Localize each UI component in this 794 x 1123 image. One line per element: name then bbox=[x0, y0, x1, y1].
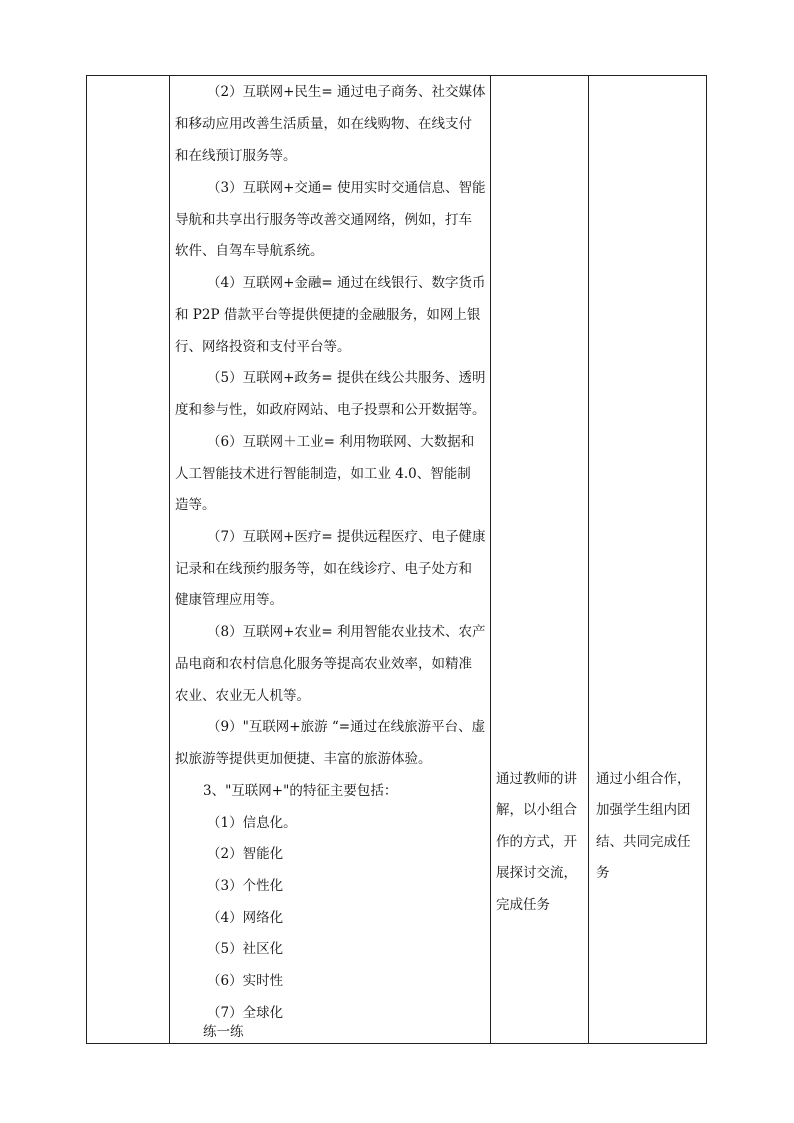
content-line: （3）互联网+交通= 使用实时交通信息、智能 bbox=[207, 180, 486, 196]
content-line: 人工智能技术进行智能制造，如工业 4.0、智能制 bbox=[175, 466, 471, 482]
content-line: （3）个性化 bbox=[207, 878, 284, 894]
purpose-line: 加强学生组内团 bbox=[596, 802, 691, 818]
column-1-cell bbox=[87, 76, 169, 1043]
content-line: （5）互联网+政务= 提供在线公共服务、透明 bbox=[207, 370, 486, 386]
content-line: 3、"互联网+"的特征主要包括： bbox=[203, 783, 398, 799]
purpose-line: 结、共同完成任 bbox=[596, 834, 691, 850]
content-line: 农业、农业无人机等。 bbox=[175, 688, 310, 704]
method-line: 通过教师的讲 bbox=[496, 771, 577, 787]
content-cell bbox=[171, 76, 489, 1043]
content-line: 练一练 bbox=[203, 1024, 244, 1040]
method-line: 作的方式，开 bbox=[496, 834, 577, 850]
content-line: （7）全球化 bbox=[207, 1005, 284, 1021]
content-line: （4）网络化 bbox=[207, 910, 284, 926]
content-line: 和移动应用改善生活质量，如在线购物、在线支付 bbox=[175, 116, 472, 132]
content-line: 拟旅游等提供更加便捷、丰富的旅游体验。 bbox=[175, 751, 432, 767]
content-line: 造等。 bbox=[175, 497, 216, 513]
content-line: （6）互联网＋工业= 利用物联网、大数据和 bbox=[207, 434, 475, 450]
content-line: 记录和在线预约服务等，如在线诊疗、电子处方和 bbox=[175, 561, 472, 577]
content-line: 软件、自驾车导航系统。 bbox=[175, 243, 324, 259]
content-line: 度和参与性，如政府网站、电子投票和公开数据等。 bbox=[175, 402, 486, 418]
content-line: （8）互联网+农业= 利用智能农业技术、农产 bbox=[207, 624, 486, 640]
content-line: （4）互联网+金融= 通过在线银行、数字货币 bbox=[207, 275, 486, 291]
purpose-line: 务 bbox=[596, 865, 610, 881]
content-line: 和 P2P 借款平台等提供便捷的金融服务，如网上银 bbox=[175, 307, 481, 323]
method-cell bbox=[491, 76, 587, 1043]
content-line: 健康管理应用等。 bbox=[175, 592, 283, 608]
content-line: （9）"互联网+旅游 “=通过在线旅游平台、虚 bbox=[207, 719, 486, 735]
lesson-table bbox=[86, 75, 707, 1044]
content-line: （2）互联网+民生= 通过电子商务、社交媒体 bbox=[207, 84, 486, 100]
column-divider-1 bbox=[169, 76, 170, 1043]
content-line: 品电商和农村信息化服务等提高农业效率，如精准 bbox=[175, 656, 472, 672]
content-line: （5）社区化 bbox=[207, 941, 284, 957]
method-line: 解，以小组合 bbox=[496, 802, 577, 818]
purpose-line: 通过小组合作， bbox=[596, 771, 691, 787]
content-line: （2）智能化 bbox=[207, 846, 284, 862]
content-line: （7）互联网+医疗= 提供远程医疗、电子健康 bbox=[207, 529, 486, 545]
content-line: （6）实时性 bbox=[207, 973, 284, 989]
content-line: 行、网络投资和支付平台等。 bbox=[175, 339, 351, 355]
method-line: 完成任务 bbox=[496, 897, 550, 913]
content-line: 导航和共享出行服务等改善交通网络，例如，打车 bbox=[175, 212, 472, 228]
purpose-cell bbox=[589, 76, 707, 1043]
content-line: 和在线预订服务等。 bbox=[175, 148, 297, 164]
method-line: 展探讨交流， bbox=[496, 865, 577, 881]
content-line: （1）信息化。 bbox=[207, 815, 297, 831]
